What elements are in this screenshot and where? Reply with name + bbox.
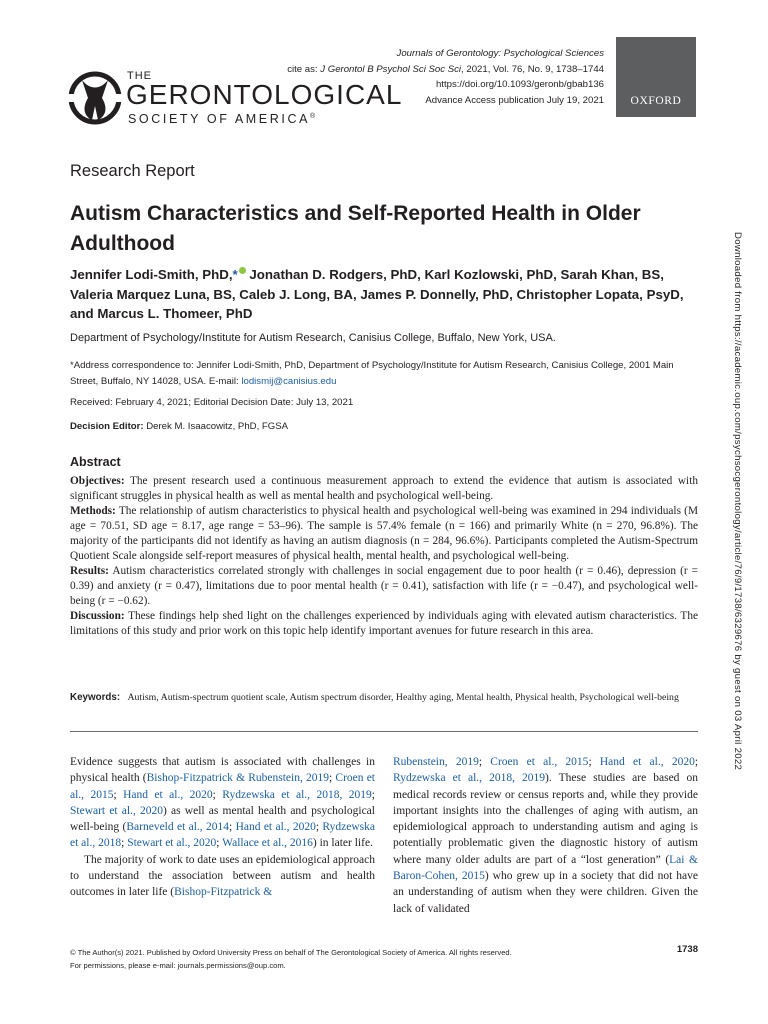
decision-editor: Decision Editor: Derek M. Isaacowitz, PhD, FGSA <box>70 421 289 432</box>
body-column-left <box>70 754 375 901</box>
correspondence: *Address correspondence to: Jennifer Lodi-Smith, PhD, Department of Psychology/Institute for Autism Research, Canisius College, 2001 Main Street, Buffalo, NY 14028, USA. E-mail: lodismij@canisius.edu <box>70 360 674 387</box>
abstract-objectives: Objectives: The present research used a continuous measurement approach to extend the evidence that autism is associated with significant struggles in physical health as well as mental health and psychological well-being. <box>70 475 698 502</box>
body-paragraph: Evidence suggests that autism is associated with challenges in physical health (Bishop-Fitzpatrick & Rubenstein, 2019; Croen et al., 2015; Hand et al., 2020; Rydzewska et al., 2018, 2019; Stewart et al., 2020) as well as mental health and psychological well-being (Barneveld et al., 2014; Hand et al., 2020; Rydzewska et al., 2018; Stewart et al., 2020; Wallace et al., 2016) in later life. <box>70 756 375 850</box>
author-list: Jennifer Lodi-Smith, PhD,* Jonathan D. Rodgers, PhD, Karl Kozlowski, PhD, Sarah Khan, BS, Valeria Marquez Luna, BS, Caleb J. Long, BA, James P. Donnelly, PhD, Christopher Lopata, PsyD, and Marcus L. Thomeer, PhD <box>70 267 684 321</box>
section-label: Research Report <box>70 162 195 180</box>
body-column-right <box>393 754 698 917</box>
gsa-emblem-icon <box>68 68 122 128</box>
journal-name: Journals of Gerontology: Psychological Sciences <box>396 48 604 59</box>
citation: cite as: J Gerontol B Psychol Sci Soc Sci, 2021, Vol. 76, No. 9, 1738–1744 <box>287 63 604 75</box>
copyright-text: © The Author(s) 2021. Published by Oxford University Press on behalf of The Gerontological Society of America. All rights reserved. <box>70 948 512 957</box>
citation-link[interactable]: Rubenstein, 2019 <box>393 756 479 768</box>
advance-access: Advance Access publication July 19, 2021 <box>425 94 604 106</box>
citation-link[interactable]: Stewart et al., 2020 <box>127 837 217 850</box>
section-divider <box>70 731 698 732</box>
body-paragraph: The majority of work to date uses an epidemiological approach to understand the association between autism and health outcomes in later life (Bishop-Fitzpatrick & <box>70 853 375 899</box>
download-watermark <box>731 232 745 792</box>
logo-society: SOCIETY OF AMERICA® <box>128 112 318 126</box>
received-dates: Received: February 4, 2021; Editorial Decision Date: July 13, 2021 <box>70 397 354 408</box>
citation-link[interactable]: Lai & Baron-Cohen, 2015 <box>393 853 698 883</box>
citation-link[interactable]: Wallace et al., 2016 <box>222 837 313 850</box>
corresponding-author-link[interactable]: * <box>232 267 238 282</box>
abstract-discussion: Discussion: These findings help shed light on the challenges experienced by individuals aging with elevated autism characteristics. The limitations of this study and prior work on this topic help identify important avenues for future research in this area. <box>70 610 698 637</box>
doi-link[interactable]: https://doi.org/10.1093/geronb/gbab136 <box>435 79 604 90</box>
citation-link[interactable]: Rydzewska et al., 2018 <box>70 821 375 850</box>
email-link[interactable]: lodismij@canisius.edu <box>241 376 337 387</box>
footer-copyright <box>70 947 512 972</box>
oxford-logo <box>616 37 696 117</box>
citation-link[interactable]: Rydzewska et al., 2018, 2019 <box>393 772 546 785</box>
citation-link[interactable]: Bishop-Fitzpatrick & Rubenstein, 2019 <box>146 772 330 785</box>
citation-link[interactable]: Hand et al., 2020 <box>235 821 316 834</box>
citation-link[interactable]: Croen et al., 2015 <box>70 772 375 801</box>
keywords: Keywords: Autism, Autism-spectrum quotient scale, Autism spectrum disorder, Healthy aging, Mental health, Physical health, Psychological well-being <box>70 692 679 703</box>
download-watermark-text: Downloaded from https://academic.oup.com/psychsocgerontology/article/76/9/1738/6329676 by guest on 03 April 2022 <box>732 232 743 771</box>
citation-link[interactable]: Barneveld et al., 2014 <box>126 821 230 834</box>
permissions-text: For permissions, please e-mail: journals.permissions@oup.com. <box>70 960 286 970</box>
citation-link[interactable]: Stewart et al., 2020 <box>70 804 164 817</box>
oxford-logo-text: OXFORD <box>630 95 682 107</box>
abstract-results: Results: Autism characteristics correlated strongly with challenges in social engagement due to poor health (r = 0.46), depression (r = 0.39) and anxiety (r = 0.47), limitations due to poor mental health (r = 0.41), satisfaction with life (r = −0.47), and psychological well-being (r = −0.62). <box>70 565 698 607</box>
affiliation: Department of Psychology/Institute for Autism Research, Canisius College, Buffalo, New York, USA. <box>70 332 556 344</box>
abstract-heading: Abstract <box>70 455 121 469</box>
orcid-icon[interactable] <box>239 267 246 274</box>
citation-link[interactable]: Hand et al., 2020 <box>123 788 213 801</box>
citation-link[interactable]: Hand et al., 2020 <box>599 756 695 768</box>
logo-name: GERONTOLOGICAL <box>126 79 403 110</box>
page-number: 1738 <box>676 944 698 955</box>
logo-the: THE <box>127 70 152 82</box>
citation-link[interactable]: Bishop-Fitzpatrick & <box>174 886 273 899</box>
citation-link[interactable]: Rydzewska et al., 2018, 2019 <box>222 788 372 801</box>
abstract-methods: Methods: The relationship of autism characteristics to physical health and psychological well-being was examined in 294 individuals (M age = 70.51, SD age = 8.17, age range = 53–96). The sample is 57.4% female (n = 166) and primarily White (n = 270, 96.8%). The majority of the participants did not identify as having an autism diagnosis (n = 284, 96.6%). Participants completed the Autism-Spectrum Quotient Scale alongside self-report measures of physical health, mental health, and psychological well-being. <box>70 505 698 562</box>
article-title: Autism Characteristics and Self-Reported Health in Older Adulthood <box>70 202 641 255</box>
abstract-body <box>70 474 698 639</box>
body-paragraph: Rubenstein, 2019; Croen et al., 2015; Hand et al., 2020; Rydzewska et al., 2018, 2019). These studies are based on medical records review or census reports and, while they provide important insights into the challenges of aging with autism, an epidemiological approach to understanding autism and aging is potentially problematic given the diagnostic history of autism where many older adults are part of a “lost generation” (Lai & Baron-Cohen, 2015) who grew up in a society that did not have an understanding of autism when they were children. Given the lack of validated <box>393 756 699 915</box>
journal-info <box>287 46 604 108</box>
citation-link[interactable]: Croen et al., 2015 <box>490 756 589 768</box>
